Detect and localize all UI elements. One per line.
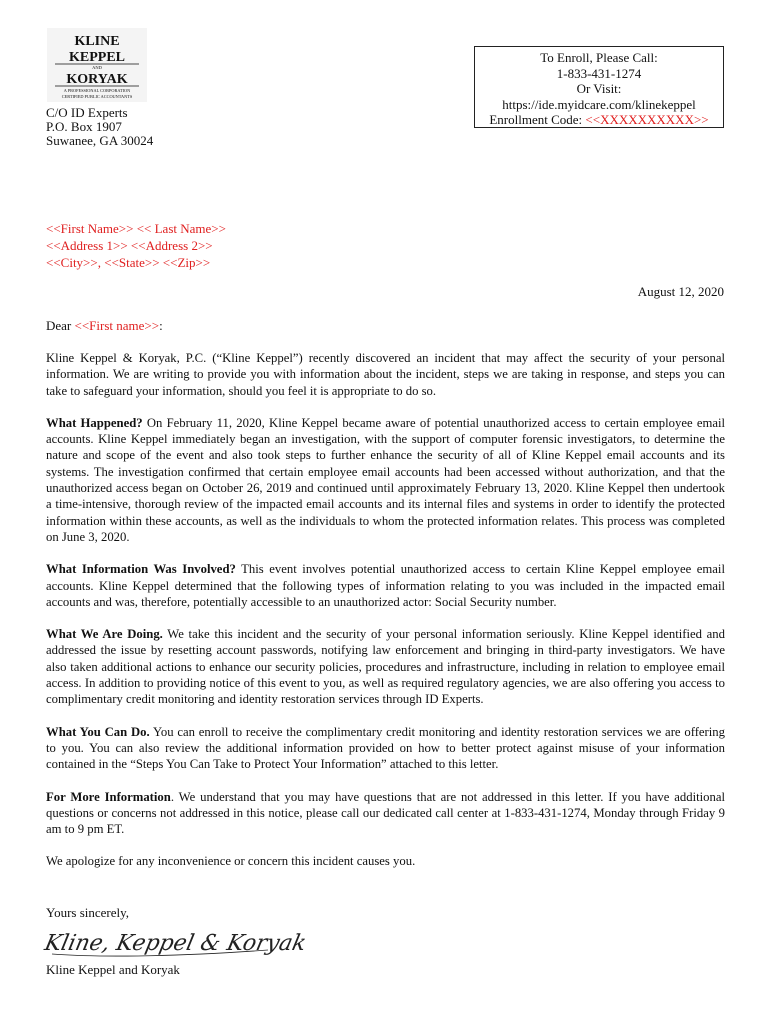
logo-line2: KEPPEL xyxy=(68,50,126,65)
info-involved-paragraph xyxy=(46,561,725,610)
can-do-text: You can enroll to receive the complimentary credit monitoring and identity restoration services we are offering to you. You can also review the additional information provided on how to better protect against misuse of your information contained in the “Steps You Can Take to Protect Your Information” attached to this letter. xyxy=(46,724,725,772)
enroll-call-label: To Enroll, Please Call: xyxy=(540,50,658,65)
apology-paragraph: We apologize for any inconvenience or concern this incident causes you. xyxy=(46,854,416,869)
enrollment-box xyxy=(474,46,724,128)
closing: Yours sincerely, xyxy=(46,905,130,920)
info-involved-text: This event involves potential unauthorized access to certain Kline Keppel employee email accounts. Kline Keppel determined that the following types of information relating to you was included in the impacted email accounts and was, therefore, potentially accessible to an unauthorized actor: Social Security number. xyxy=(46,562,725,609)
logo-line3: KORYAK xyxy=(66,72,128,87)
recipient-street: <<Address 1>> <<Address 2>> xyxy=(46,238,213,253)
logo-sub1: A PROFESSIONAL CORPORATION xyxy=(63,88,131,93)
intro-paragraph: Kline Keppel & Koryak, P.C. (“Kline Keppel”) recently discovered an incident that may affect the security of your personal information. We are writing to provide you with information about the incident, steps we are taking in response, and steps you can take to safeguard your information, should you feel it is appropriate to do so. xyxy=(46,351,725,398)
logo-line1: KLINE xyxy=(74,34,120,49)
more-info-paragraph xyxy=(46,789,725,838)
signature xyxy=(42,920,309,962)
can-do-paragraph xyxy=(46,724,725,773)
doing-heading: What We Are Doing. xyxy=(46,627,163,642)
greeting xyxy=(46,318,163,334)
handwritten-signature xyxy=(42,920,309,962)
enroll-phone[interactable]: 1-833-431-1274 xyxy=(556,65,642,81)
logo-and: AND xyxy=(92,65,102,70)
greeting-prefix: Dear xyxy=(46,318,75,333)
info-involved-heading: What Information Was Involved? xyxy=(46,562,236,577)
enroll-url[interactable]: https://ide.myidcare.com/klinekeppel xyxy=(502,96,696,112)
company-logo xyxy=(47,28,147,102)
what-happened-heading: What Happened? xyxy=(46,415,143,430)
greeting-suffix: : xyxy=(159,318,163,333)
doing-paragraph xyxy=(46,626,725,707)
what-happened-paragraph xyxy=(46,415,725,545)
letter-date: August 12, 2020 xyxy=(637,284,724,299)
letter-body xyxy=(46,350,725,886)
can-do-heading: What You Can Do. xyxy=(46,724,150,739)
signer-name: Kline Keppel and Koryak xyxy=(46,962,180,977)
recipient-city: <<City>>, <<State>> <<Zip>> xyxy=(46,255,211,270)
enrollment-code xyxy=(475,112,723,128)
more-info-text: . We understand that you may have questions that are not addressed in this letter. If you have additional questions or concerns not addressed in this notice, please call our dedicated call center at 1-833-431-1274, Monday through Friday 9 am to 9 pm ET. xyxy=(46,789,726,837)
enroll-visit-label: Or Visit: xyxy=(576,81,622,96)
sender-address xyxy=(46,106,153,148)
more-info-heading: For More Information xyxy=(46,789,171,804)
sender-line1: C/O ID Experts xyxy=(46,105,128,120)
what-happened-text: On February 11, 2020, Kline Keppel became aware of potential unauthorized access to certain employee email accounts. Kline Keppel immediately began an investigation, with the support of computer forensic investigators, to determine the nature and scope of the event and also took steps to further enhance the security of all of Kline Keppel email accounts and its systems. The investigation confirmed that certain employee email accounts had been accessed without authorization, and that the unauthorized access began on October 26, 2019 and continued until approximately February 13, 2020. Kline Keppel then undertook a time-intensive, thorough review of the impacted email accounts and its internal files and systems in order to identify the protected information within these accounts, as well as the individuals to whom the protected information relates. This process was completed on June 3, 2020. xyxy=(46,415,726,544)
enrollment-code-value: <<XXXXXXXXXX>> xyxy=(585,112,709,127)
greeting-name: <<First name>> xyxy=(74,318,160,333)
recipient-name: <<First Name>> << Last Name>> xyxy=(46,221,226,236)
doing-text: We take this incident and the security of your personal information seriously. Kline Keppel identified and addressed the issue by resetting account passwords, notifying law enforcement and bringing in third-party investigators. We have also taken additional actions to enhance our security policies, procedures and infrastructure, including in relation to employee email access. In addition to providing notice of this event to you, as well as required regulatory agencies, we are also offering you access to complimentary credit monitoring and identity restoration services through ID Experts. xyxy=(46,627,725,707)
sender-line3: Suwanee, GA 30024 xyxy=(46,133,154,148)
signature-text: Kline, Keppel & Koryak xyxy=(42,930,309,956)
logo-sub2: CERTIFIED PUBLIC ACCOUNTANTS xyxy=(61,94,133,99)
kline-keppel-koryak-logo xyxy=(47,28,147,102)
enrollment-code-label: Enrollment Code: xyxy=(489,112,586,127)
recipient-address xyxy=(46,220,226,271)
sender-line2: P.O. Box 1907 xyxy=(46,119,122,134)
